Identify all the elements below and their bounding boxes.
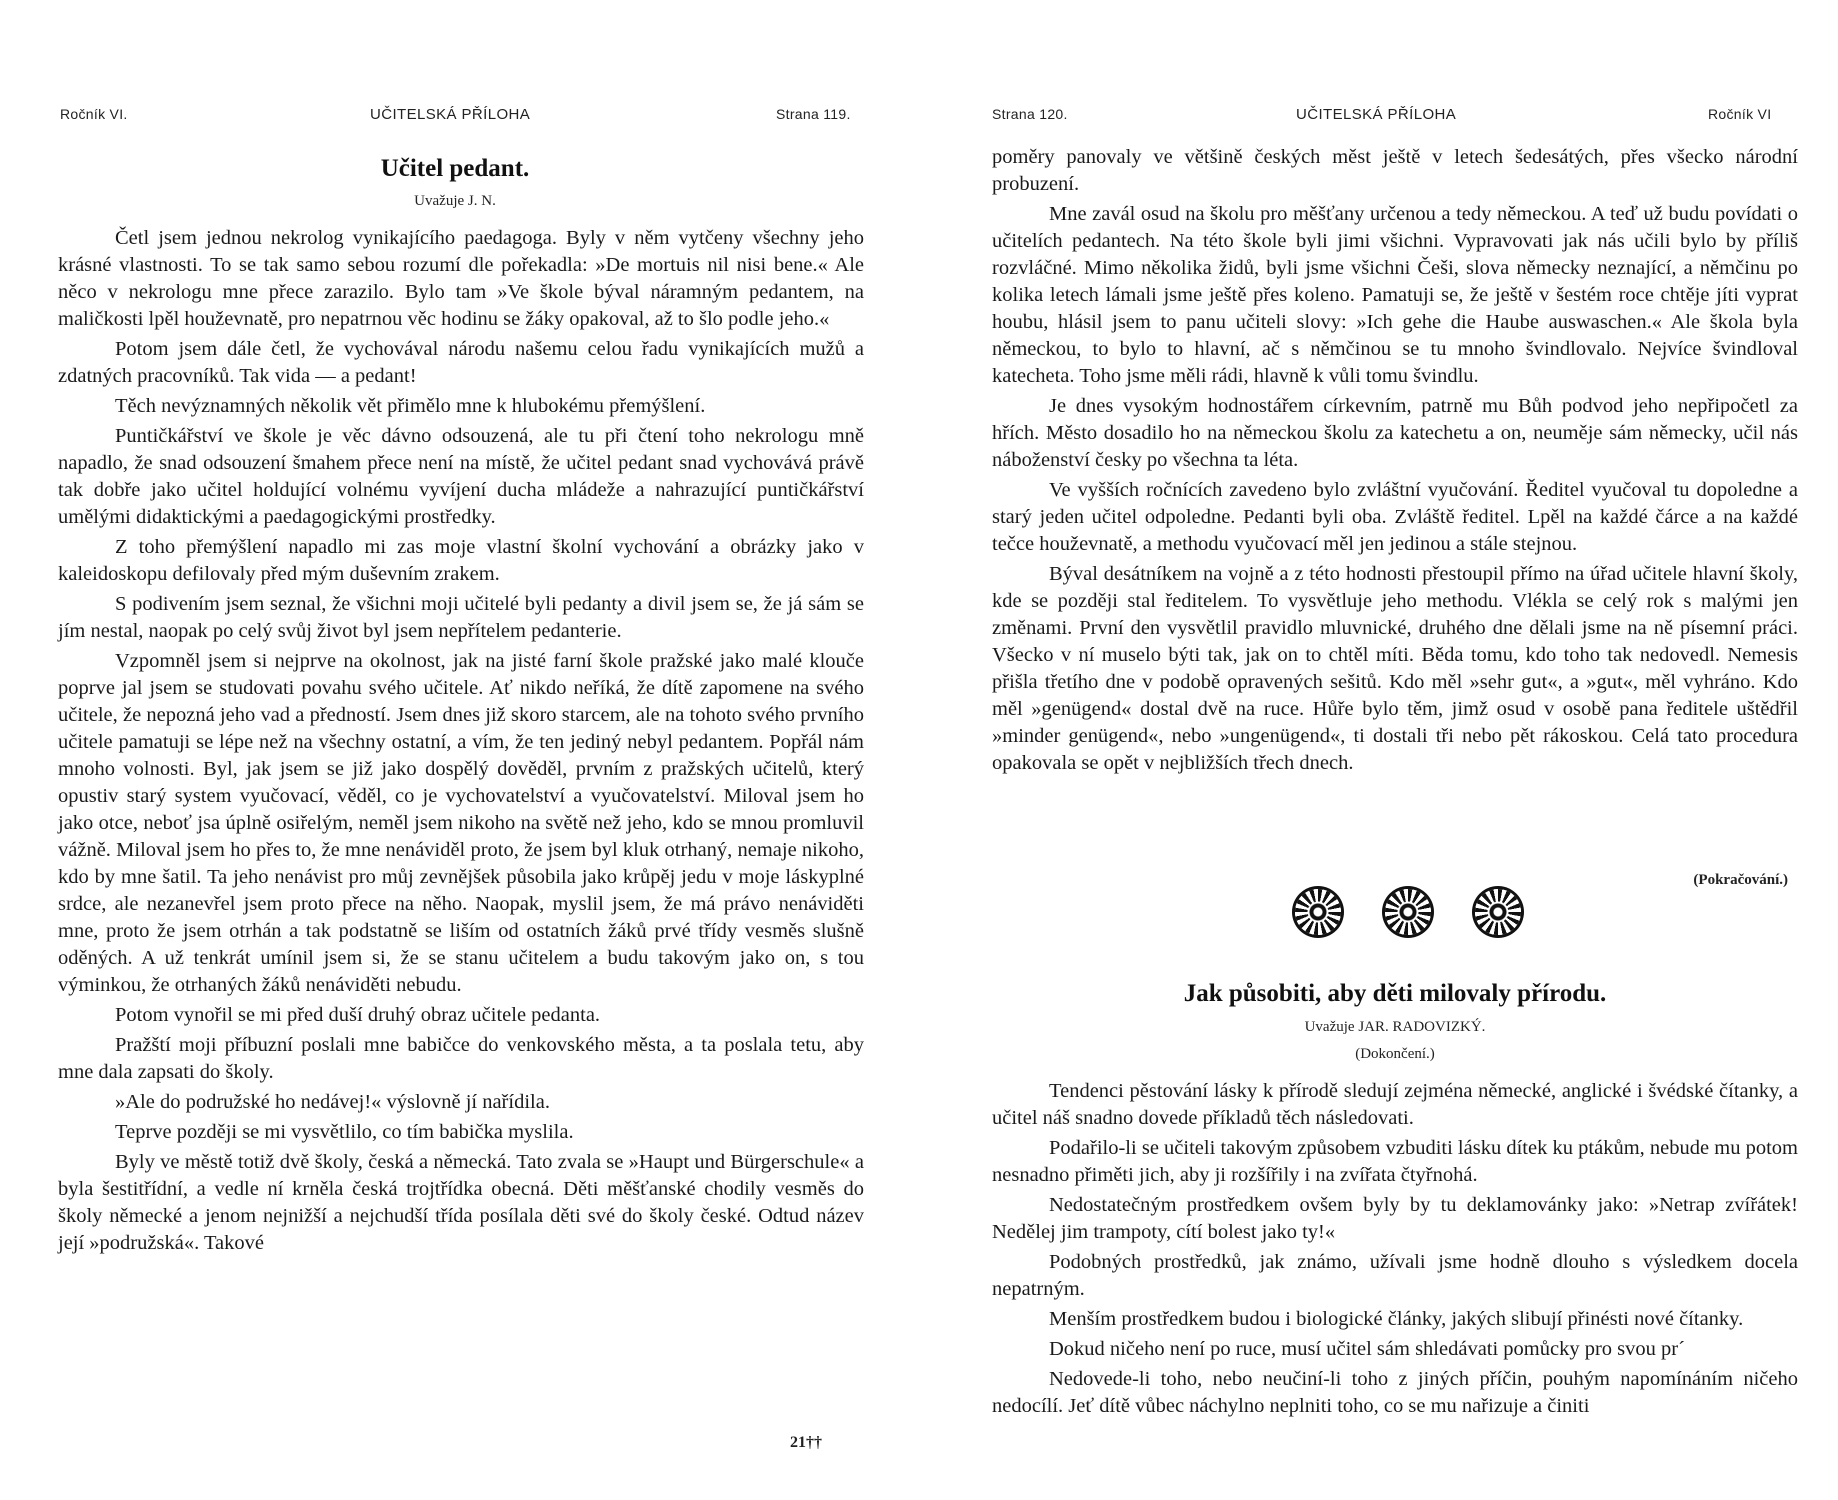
right-header-title: UČITELSKÁ PŘÍLOHA <box>1296 106 1457 123</box>
paragraph: »Ale do podružské ho nedávej!« výslovně jí nařídila. <box>115 1091 550 1113</box>
second-article-byline: Uvažuje JAR. RADOVIZKÝ. <box>1304 1019 1486 1035</box>
paragraph: Je dnes vysokým hodnostářem církevním, patrně mu Bůh podvod jeho nepřipočetl za hřích. Město dosadilo ho na německou školu za katechetu a on, neuměje sám německy, učil nás náboženství česky po všechna ta léta. <box>992 395 1798 471</box>
left-header-page-number: Strana 119. <box>776 106 851 122</box>
paragraph: Potom vynořil se mi před duší druhý obraz učitele pedanta. <box>115 1004 601 1026</box>
second-article-concluded-note: (Dokončení.) <box>1355 1046 1435 1062</box>
right-header-volume: Ročník VI <box>1708 106 1772 122</box>
paragraph: Vzpomněl jsem si nejprve na okolnost, jak na jisté farní škole pražské jako malé klouče poprve jal jsem se studovati povahu svého učitele. Ať nikdo neříká, že dítě zapomene na svého učitele, že nepozná jeho vad a předností. Jsem dnes již skoro starcem, ale na tohoto svého prvního učitele pamatuji se lépe než na všechny ostatní, a vím, že ten jediný nebyl pedantem. Popřál nám mnoho volnosti. Byl, jak jsem se již jako dospělý dověděl, prvním z pražských učitelů, který opustiv starý system vyučovací, věděl, co je vychovatelství a vyučovatelství. Miloval jsem ho jako otce, neboť jsa úplně osiřelým, neměl jsem nikoho na světě než jeho, kdo se mnou promluvil vážně. Miloval jsem ho přes to, že mne nenáviděl proto, že jsem byl kluk otrhaný, nemaje nikoho, kdo by mne šatil. Ta jeho nenávist pro můj zevnějšek působila jako krůpěj jedu v moje láskyplné srdce, ale nezanevřel jsem proto přece na něho. Naopak, myslil jsem, že má právo nenáviděti mne, proto že jsem otrhán a tak podstatně se liším od ostatních žáků prvé třídy vesměs slušně oděných. A už tenkrát umínil jsem si, že se stanu učitelem a budu takovým jako on, s tou výminkou, že otrhaných žáků nenáviděti nebudu. <box>58 650 864 996</box>
right-header-page-number: Strana 120. <box>992 106 1068 122</box>
left-header-volume: Ročník VI. <box>60 106 128 122</box>
rosette-ornament-icon <box>1295 889 1341 935</box>
paragraph: poměry panovaly ve většině českých měst ještě v letech šedesátých, přes všecko národní probuzení. <box>992 146 1798 195</box>
right-page <box>940 0 1838 1500</box>
left-header-title: UČITELSKÁ PŘÍLOHA <box>370 106 531 123</box>
paragraph: Puntičkářství ve škole je věc dávno odsouzená, ale tu při čtení toho nekrologu mně napadlo, že snad odsouzení šmahem přece není na místě, že učitel pedant snad vychovává právě tak dobře jako učitel holdující volnému vyvíjení ducha mládeže a nahrazující puntičkářství umělými didaktickými a paedagogickými prostředky. <box>58 425 864 528</box>
left-page <box>0 0 900 1500</box>
printer-signature: 21†† <box>790 1434 822 1451</box>
paragraph: Býval desátníkem na vojně a z této hodnosti přestoupil přímo na úřad učitele hlavní školy, kde se později stal ředitelem. To vysvětluje jeho methodu. Vlékla se celý rok s malými jen změnami. První den vysvětlil pravidlo mluvnické, druhého dne dělali jsme na ně písemní práci. Všecko v ní muselo býti tak, jak on to chtěl míti. Běda tomu, kdo toho tak nedovedl. Nemesis přišla třetího dne v podobě opravených sešitů. Kdo měl »sehr gut«, a »gut«, měl vyhráno. Kdo měl »genügend« dostal dvě na ruce. Hůře bylo těm, jimž osud v osobě pana ředitele uštědřil »minder genügend«, nebo »ungenügend«, ti dostali tři nebo pět rákoskou. Celá tato procedura opakovala se opět v nejbližších třech dnech. <box>992 563 1798 774</box>
paragraph: Menším prostředkem budou i biologické články, jakých slibují přinésti nové čítanky. <box>1049 1308 1744 1330</box>
article-byline: Uvažuje J. N. <box>414 193 496 209</box>
paragraph: Potom jsem dále četl, že vychovával národu našemu celou řadu vynikajících mužů a zdatných pracovníků. Tak vida — a pedant! <box>58 338 864 387</box>
paragraph: Podobných prostředků, jak známo, užívali jsme hodně dlouho s výsledkem docela nepatrným. <box>992 1251 1798 1300</box>
paragraph: Z toho přemýšlení napadlo mi zas moje vlastní školní vychování a obrázky jako v kaleidoskopu defilovaly před mým duševním zrakem. <box>58 536 864 585</box>
paragraph: Teprve později se mi vysvětlilo, co tím babička myslila. <box>115 1121 574 1143</box>
rosette-ornament-icon <box>1385 889 1431 935</box>
rosette-ornament-icon <box>1475 889 1521 935</box>
paragraph: Četl jsem jednou nekrolog vynikajícího paedagoga. Byly v něm vytčeny všechny jeho krásné vlastnosti. To se tak samo sebou rozumí dle pořekadla: »De mortuis nil nisi bene.« Ale něco v nekrologu mne přece zarazilo. Bylo tam »Ve škole býval náramným pedantem, na maličkosti lpěl houževnatě, pro nepatrnou věc hodinu se žáky opakoval, až to šlo podle jeho.« <box>58 227 864 330</box>
second-article-body <box>992 1078 1798 1423</box>
paragraph: Ve vyšších ročnících zavedeno bylo zvláštní vyučování. Ředitel vyučoval tu dopoledne a starý jeden učitel odpoledne. Pedanti byli oba. Zvláště ředitel. Lpěl na každé čárce a na každé tečce houževnatě, a methodu vyučovací měl jen jedinou a stále stejnou. <box>992 479 1798 555</box>
paragraph: Nedovede-li toho, nebo neučiní-li toho z jiných příčin, pouhým napomínáním ničeho nedocílí. Jeť dítě vůbec náchylno neplniti toho, co se mu nařizuje a činiti <box>992 1368 1798 1417</box>
paragraph: S podivením jsem seznal, že všichni moji učitelé byli pedanty a divil jsem se, že já sám se jím nestal, naopak po celý svůj život byl jsem nepřítelem pedanterie. <box>58 593 864 642</box>
left-article-body <box>58 225 864 1260</box>
paragraph: Pražští moji příbuzní poslali mne babičce do venkovského města, a ta poslala tetu, aby mne dala zapsati do školy. <box>58 1034 864 1083</box>
continued-note: (Pokračování.) <box>1693 872 1788 888</box>
second-article-title: Jak působiti, aby děti milovaly přírodu. <box>1183 980 1607 1007</box>
paragraph: Dokud ničeho není po ruce, musí učitel sám shledávati pomůcky pro svou pr´ <box>1049 1338 1685 1360</box>
paragraph: Podařilo-li se učiteli takovým způsobem vzbuditi lásku dítek ku ptákům, nebude mu potom nesnadno přiměti jich, aby ji rozšířily i na zvířata čtyřnohá. <box>992 1137 1798 1186</box>
paragraph: Nedostatečným prostředkem ovšem byly by tu deklamovánky jako: »Netrap zvířátek! Nedělej jim trampoty, cítí bolest jako ty!« <box>992 1194 1798 1243</box>
right-article-body-continued <box>992 144 1798 780</box>
paragraph: Byly ve městě totiž dvě školy, česká a německá. Tato zvala se »Haupt und Bürgerschule« a byla šestitřídní, a vedle ní krněla česká trojtřídka obecná. Děti měšťanské chodily vesměs do školy německé a jenom nejnižší a nejchudší třída posílala děti své do školy české. Odtud název její »podružská«. Takové <box>58 1151 864 1254</box>
ornament-divider <box>1295 889 1521 935</box>
article-title: Učitel pedant. <box>380 155 530 182</box>
paragraph: Těch nevýznamných několik vět přimělo mne k hlubokému přemýšlení. <box>115 395 706 417</box>
paragraph: Mne zavál osud na školu pro měšťany určenou a tedy německou. A teď už budu povídati o učitelích pedantech. Na této škole byli jimi všichni. Vypravovati jak nás učili bylo by příliš rozvláčné. Mimo několika židů, byli jsme všichni Češi, slova německy neznající, a němčinu po kolika letech lámali jsme ještě přes koleno. Pamatuji se, že ještě v šestém roce chtěje jíti vyprat houbu, hlásil jsem to panu učiteli slovy: »Ich gehe die Haube auswaschen.« Ale škola byla německou, to bylo to hlavní, ač s němčinou se tu mnoho švindlovalo. Nejvíce švindloval katecheta. Toho jsme měli rádi, hlavně k vůli tomu švindlu. <box>992 203 1798 387</box>
paragraph: Tendenci pěstování lásky k přírodě sledují zejména německé, anglické i švédské čítanky, a učitel náš snadno dovede příkladů těch následovati. <box>992 1080 1798 1129</box>
